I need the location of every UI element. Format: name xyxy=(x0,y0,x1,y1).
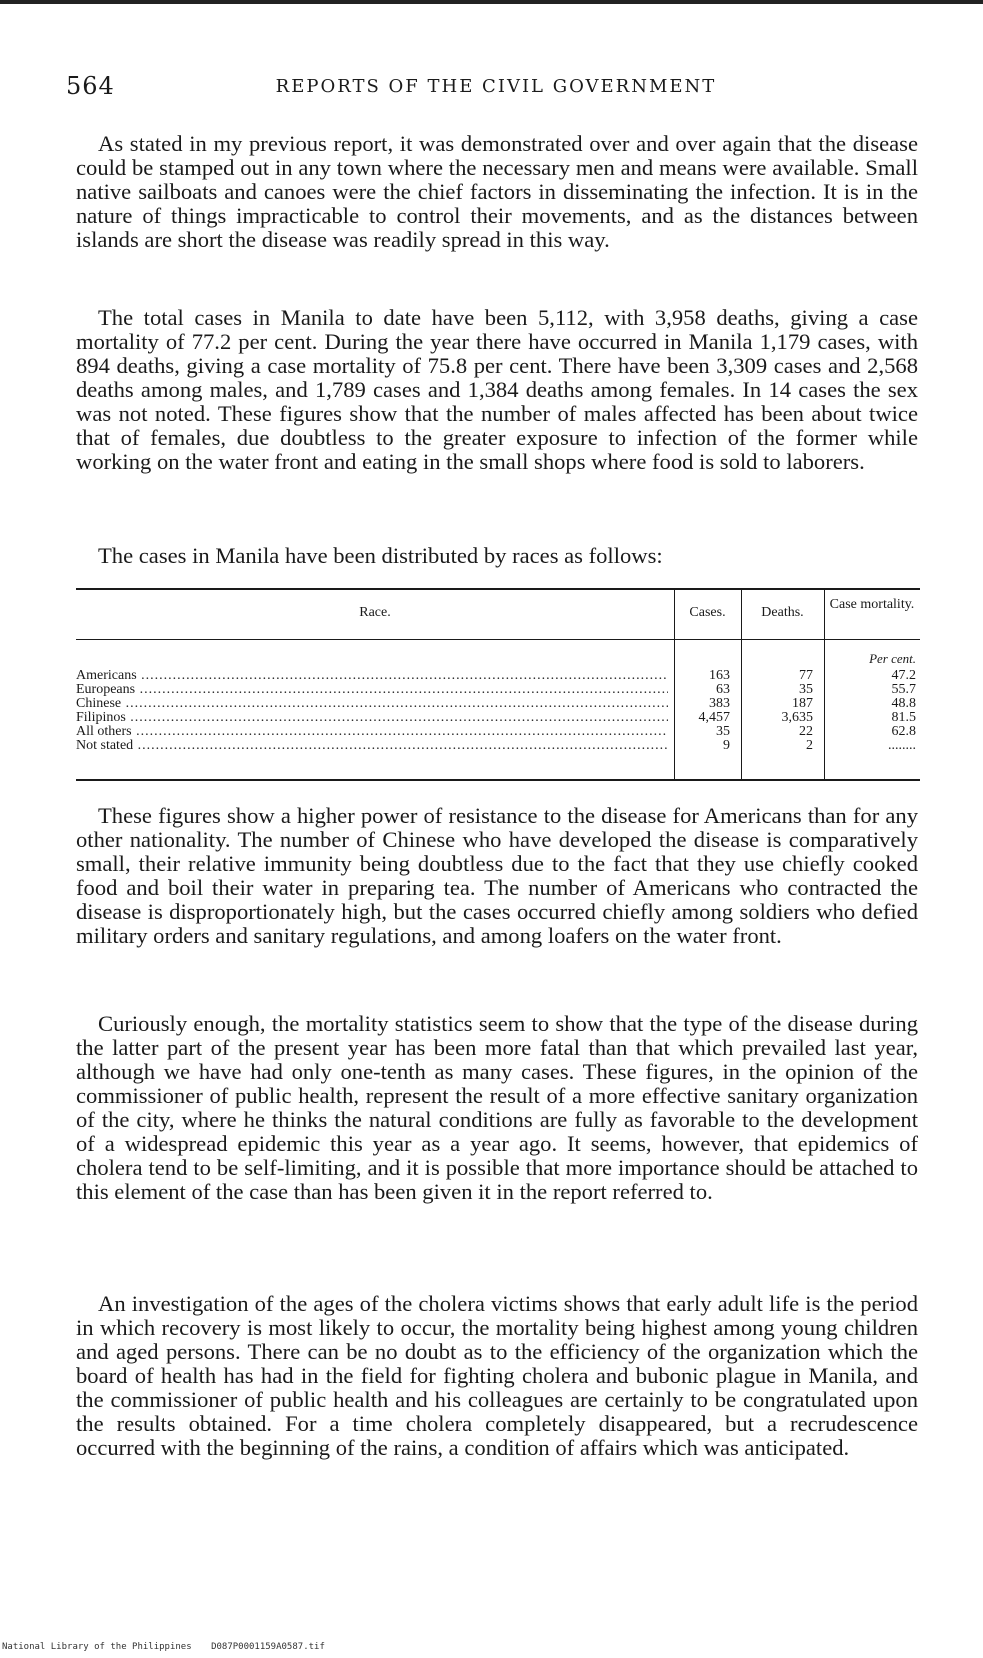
file-id: D087P0001159A0587.tif xyxy=(211,1642,325,1652)
race-label: Americans ..... xyxy=(76,668,668,683)
header-deaths: Deaths. xyxy=(761,605,804,620)
paragraph-5: Curiously enough, the mortality statistics seem to show that the type of the disease during the latter part of the present year has been more fatal than that which prevailed last year, although we have had only one-tenth as many cases. These figures, in the opinion of the commissioner of public health, represent the result of a more effective sanitary organization of the city, where he thinks the natural conditions are fully as favorable to the development of a widespread epidemic this year as a year ago. It seems, however, that epidemics of cholera tend to be self-limiting, and it is possible that more importance should be attached to this element of the case than has been given it in the report referred to. xyxy=(76,1011,918,1204)
mortality-value: 81.5 xyxy=(891,710,916,725)
deaths-value: 77 xyxy=(799,668,813,683)
table-top-rule xyxy=(76,588,920,590)
table-row xyxy=(76,682,920,697)
scan-footer xyxy=(2,1642,339,1652)
table-row xyxy=(76,738,920,753)
mortality-value: 47.2 xyxy=(891,668,916,683)
mortality-value: 48.8 xyxy=(891,696,916,711)
race-label: Not stated ..... xyxy=(76,738,668,753)
cases-value: 9 xyxy=(723,738,730,753)
race-label: All others ..... xyxy=(76,724,668,739)
unit-note: Per cent. xyxy=(869,651,916,666)
deaths-value: 2 xyxy=(806,738,813,753)
race-label: Europeans ..... xyxy=(76,682,668,697)
header-race: Race. xyxy=(359,605,391,620)
race-label: Filipinos ..... xyxy=(76,710,668,725)
deaths-value: 3,635 xyxy=(781,710,813,725)
cases-value: 35 xyxy=(716,724,730,739)
paragraph-1: As stated in my previous report, it was demonstrated over and over again that the disease could be stamped out in any town where the necessary men and means were available. Small native sailboats and canoes were the chief factors in disseminating the infection. It is in the nature of things impracticable to control their movements, and as the distances between islands are short the disease was readily spread in this way. xyxy=(76,131,918,252)
paragraph-4: These figures show a higher power of resistance to the disease for Americans than for any other nationality. The number of Chinese who have developed the disease is comparatively small, their relative immunity being doubtless due to the fact that they use chiefly cooked food and boil their water in preparing tea. The number of Americans who contracted the disease is disproportionately high, but the cases occurred chiefly among soldiers who defied military orders and sanitary regulations, and among loafers on the water front. xyxy=(76,803,918,948)
deaths-value: 35 xyxy=(799,682,813,697)
cases-value: 383 xyxy=(709,696,730,711)
paragraph-6: An investigation of the ages of the cholera victims shows that early adult life is the period in which recovery is most likely to occur, the mortality being highest among young children and aged persons. There can be no doubt as to the efficiency of the organization which the board of health has had in the field for fighting cholera and bubonic plague in Manila, and the commissioner of public health and his colleagues are certainly to be congratulated upon the results obtained. For a time cholera completely disappeared, but a recrudescence occurred with the beginning of the rains, a condition of affairs which was anticipated. xyxy=(76,1291,918,1460)
race-distribution-table xyxy=(76,585,920,785)
deaths-value: 22 xyxy=(799,724,813,739)
race-label: Chinese ..... xyxy=(76,696,668,711)
paragraph-2: The total cases in Manila to date have been 5,112, with 3,958 deaths, giving a case mortality of 77.2 per cent. During the year there have occurred in Manila 1,179 cases, with 894 deaths, giving a case mortality of 75.8 per cent. There have been 3,309 cases and 2,568 deaths among males, and 1,789 cases and 1,384 deaths among females. In 14 cases the sex was not noted. These figures show that the number of males affected has been about twice that of females, due doubtless to the greater exposure to infection of the former while working on the water front and eating in the small shops where food is sold to laborers. xyxy=(76,305,918,474)
table-row xyxy=(76,668,920,683)
header-cases: Cases. xyxy=(689,605,726,620)
cases-value: 4,457 xyxy=(698,710,730,725)
mortality-value: ........ xyxy=(888,738,916,753)
top-border-rule xyxy=(0,0,983,4)
cases-value: 163 xyxy=(709,668,730,683)
table-intro-paragraph: The cases in Manila have been distributed by races as follows: xyxy=(98,543,663,568)
library-credit: National Library of the Philippines xyxy=(2,1642,192,1652)
header-case-mortality: Case mortality. xyxy=(829,597,915,612)
deaths-value: 187 xyxy=(792,696,813,711)
table-row xyxy=(76,710,920,725)
running-head: REPORTS OF THE CIVIL GOVERNMENT xyxy=(275,76,717,97)
table-header-rule xyxy=(76,639,920,640)
table-row xyxy=(76,724,920,739)
table-row xyxy=(76,696,920,711)
page-header xyxy=(66,72,926,102)
page-number: 564 xyxy=(66,72,115,100)
mortality-value: 55.7 xyxy=(891,682,916,697)
mortality-value: 62.8 xyxy=(891,724,916,739)
table-bottom-rule xyxy=(76,779,920,781)
cases-value: 63 xyxy=(716,682,730,697)
